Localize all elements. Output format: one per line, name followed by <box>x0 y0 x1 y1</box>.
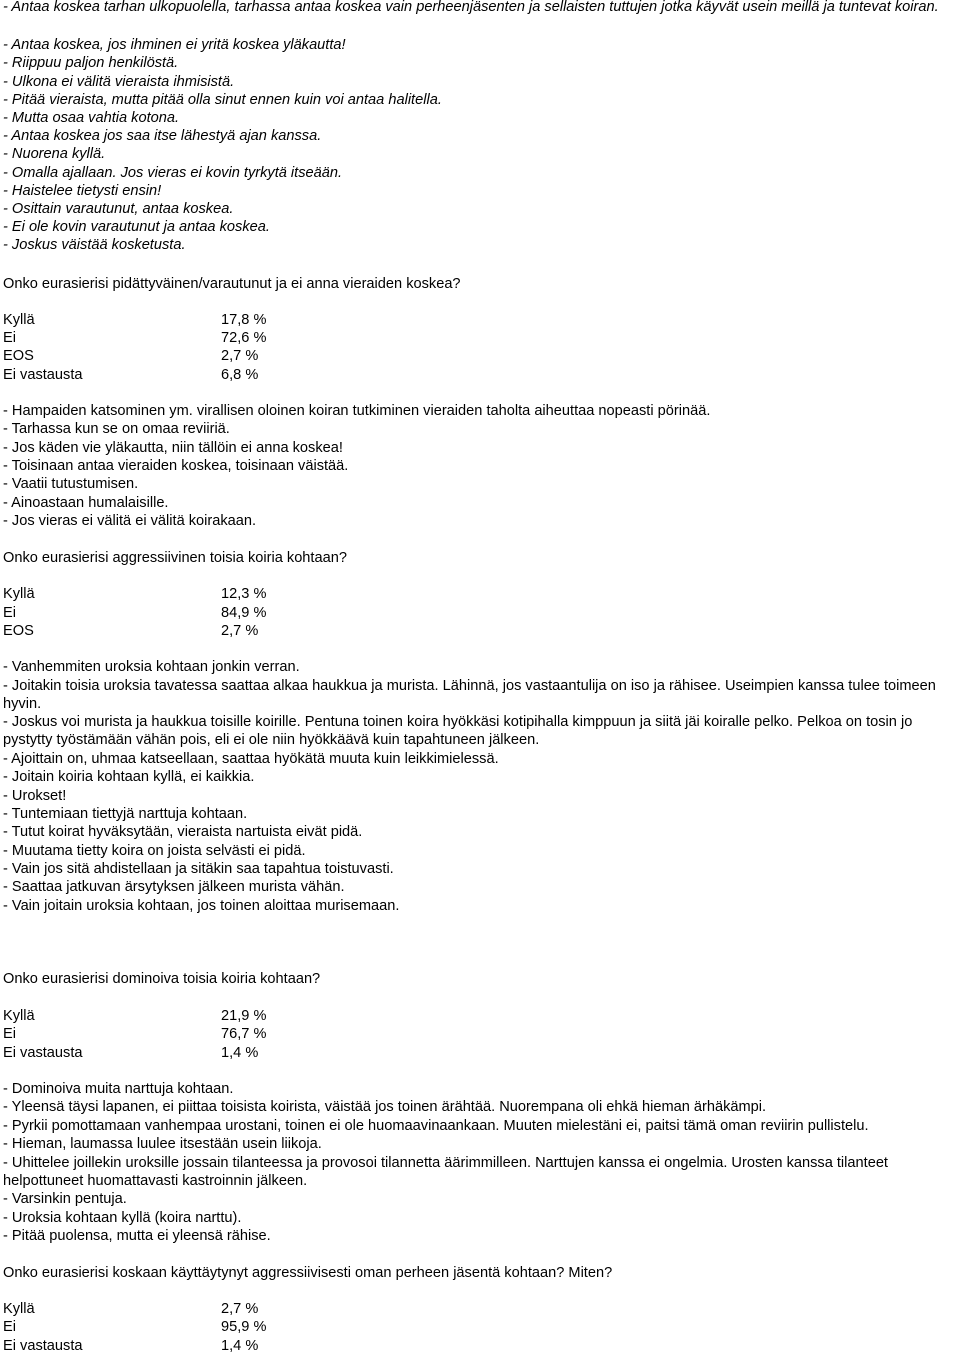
answer-row <box>3 604 958 622</box>
answer-row <box>3 1025 958 1043</box>
answer-label: Ei vastausta <box>3 1338 83 1354</box>
answer-label: Kyllä <box>3 1008 35 1024</box>
question-heading: Onko eurasierisi pidättyväinen/varautunut ja ei anna vieraiden koskea? <box>3 276 461 292</box>
comment-line: - Vain jos sitä ahdistellaan ja sitäkin saa tapahtua toistuvasti. <box>3 861 394 877</box>
answer-label: EOS <box>3 348 34 364</box>
answer-label: Kyllä <box>3 1301 35 1317</box>
comment-line: - Hieman, laumassa luulee itsestään usein liikoja. <box>3 1136 322 1152</box>
comment-line: - Riippuu paljon henkilöstä. <box>3 55 179 71</box>
question-heading: Onko eurasierisi koskaan käyttäytynyt aggressiivisesti oman perheen jäsentä kohtaan? Miten? <box>3 1265 613 1281</box>
comment-line: - Nuorena kyllä. <box>3 146 106 162</box>
answer-row <box>3 1318 958 1336</box>
comment-line: - Tarhassa kun se on omaa reviiriä. <box>3 421 230 437</box>
comment-line: - Mutta osaa vahtia kotona. <box>3 110 180 126</box>
answer-value: 84,9 % <box>221 605 267 621</box>
comment-line: - Antaa koskea tarhan ulkopuolella, tarhassa antaa koskea vain perheenjäsenten ja sellaisten tuttujen jotka käyvät usein meillä ja tuntevat koiran. <box>3 0 939 15</box>
comment-line: - Saattaa jatkuvan ärsytyksen jälkeen murista vähän. <box>3 879 345 895</box>
comment-line: - Ainoastaan humalaisille. <box>3 495 169 511</box>
comment-line: - Joskus voi murista ja haukkua toisille koirille. Pentuna toinen koira hyökkäsi kotipihalla kimppuun ja siitä jäi koiralle pelko. Pelkoa on tosin jo pystytty työstämään vähän pois, eli ei ole niin hyökkäävä kuin tapahtuneen jälkeen. <box>3 714 913 749</box>
comment-line: - Jos vieras ei välitä ei välitä koirakaan. <box>3 513 257 529</box>
answer-label: Ei <box>3 330 16 346</box>
answer-row <box>3 311 958 329</box>
comment-line: - Antaa koskea, jos ihminen ei yritä koskea yläkautta! <box>3 37 346 53</box>
answer-value: 12,3 % <box>221 586 267 602</box>
answer-row <box>3 585 958 603</box>
answer-value: 72,6 % <box>221 330 267 346</box>
comment-line: - Haistelee tietysti ensin! <box>3 183 162 199</box>
answer-row <box>3 329 958 347</box>
answer-row <box>3 1337 958 1355</box>
answer-value: 2,7 % <box>221 623 259 639</box>
answer-row <box>3 622 958 640</box>
answer-label: Ei vastausta <box>3 1045 83 1061</box>
answer-label: Ei vastausta <box>3 367 83 383</box>
comment-line: - Hampaiden katsominen ym. virallisen oloinen koiran tutkiminen vieraiden taholta aiheuttaa nopeasti pörinää. <box>3 403 711 419</box>
answer-label: Kyllä <box>3 312 35 328</box>
comment-line: - Ei ole kovin varautunut ja antaa koskea. <box>3 219 270 235</box>
question-heading: Onko eurasierisi dominoiva toisia koiria kohtaan? <box>3 971 321 987</box>
comment-line: - Joitain koiria kohtaan kyllä, ei kaikkia. <box>3 769 255 785</box>
comment-line: - Yleensä täysi lapanen, ei piittaa toisista koirista, väistää jos toinen ärähtää. Nuorempana oli ehkä hieman ärhäkämpi. <box>3 1099 767 1115</box>
answer-label: Ei <box>3 1026 16 1042</box>
answer-value: 21,9 % <box>221 1008 267 1024</box>
comment-line: - Antaa koskea jos saa itse lähestyä ajan kanssa. <box>3 128 322 144</box>
comment-line: - Joskus väistää kosketusta. <box>3 237 186 253</box>
comment-line: - Ajoittain on, uhmaa katseellaan, saattaa hyökätä muuta kuin leikkimielessä. <box>3 751 499 767</box>
answer-row <box>3 1007 958 1025</box>
comment-line: - Uroksia kohtaan kyllä (koira narttu). <box>3 1210 242 1226</box>
answer-value: 1,4 % <box>221 1045 259 1061</box>
comment-line: - Pitää puolensa, mutta ei yleensä rähise. <box>3 1228 271 1244</box>
answer-value: 76,7 % <box>221 1026 267 1042</box>
answer-value: 6,8 % <box>221 367 259 383</box>
comment-line: - Muutama tietty koira on joista selvästi ei pidä. <box>3 843 306 859</box>
comment-line: - Pyrkii pomottamaan vanhempaa urostani, toinen ei ole huomaavinaankaan. Muuten mielestäni ei, paitsi tämä oman reviirin pullistelu. <box>3 1118 869 1134</box>
comment-line: - Dominoiva muita narttuja kohtaan. <box>3 1081 234 1097</box>
comment-line: - Tutut koirat hyväksytään, vieraista nartuista eivät pidä. <box>3 824 363 840</box>
comment-line: - Toisinaan antaa vieraiden koskea, toisinaan väistää. <box>3 458 349 474</box>
answer-row <box>3 366 958 384</box>
answer-row <box>3 1044 958 1062</box>
comment-line: - Uhittelee joillekin uroksille jossain tilanteessa ja provosoi tilannetta äärimmilleen. Narttujen kanssa ei ongelmia. Urosten kanssa tilanteet helpottuneet huomattavasti kastroinnin jälkeen. <box>3 1155 888 1190</box>
comment-line: - Pitää vieraista, mutta pitää olla sinut ennen kuin voi antaa halitella. <box>3 92 442 108</box>
answer-value: 95,9 % <box>221 1319 267 1335</box>
comment-line: - Vaatii tutustumisen. <box>3 476 139 492</box>
comment-line: - Tuntemiaan tiettyjä narttuja kohtaan. <box>3 806 248 822</box>
answer-value: 1,4 % <box>221 1338 259 1354</box>
answer-label: Kyllä <box>3 586 35 602</box>
comment-line: - Vanhemmiten uroksia kohtaan jonkin verran. <box>3 659 300 675</box>
comment-line: - Jos käden vie yläkautta, niin tällöin ei anna koskea! <box>3 440 343 456</box>
answer-label: Ei <box>3 1319 16 1335</box>
answer-value: 17,8 % <box>221 312 267 328</box>
comment-line: - Osittain varautunut, antaa koskea. <box>3 201 234 217</box>
comment-line: - Urokset! <box>3 788 67 804</box>
answer-row <box>3 1300 958 1318</box>
comment-line: - Varsinkin pentuja. <box>3 1191 127 1207</box>
comment-line: - Ulkona ei välitä vieraista ihmisistä. <box>3 74 235 90</box>
comment-line: - Joitakin toisia uroksia tavatessa saattaa alkaa haukkua ja murista. Lähinnä, jos vastaantulija on iso ja rähisee. Useimpien kanssa tulee toimeen hyvin. <box>3 678 936 713</box>
question-heading: Onko eurasierisi aggressiivinen toisia koiria kohtaan? <box>3 550 347 566</box>
answer-label: Ei <box>3 605 16 621</box>
answer-row <box>3 347 958 365</box>
comment-line: - Omalla ajallaan. Jos vieras ei kovin tyrkytä itseään. <box>3 165 343 181</box>
answer-label: EOS <box>3 623 34 639</box>
answer-value: 2,7 % <box>221 1301 259 1317</box>
comment-line: - Vain joitain uroksia kohtaan, jos toinen aloittaa murisemaan. <box>3 898 400 914</box>
answer-value: 2,7 % <box>221 348 259 364</box>
